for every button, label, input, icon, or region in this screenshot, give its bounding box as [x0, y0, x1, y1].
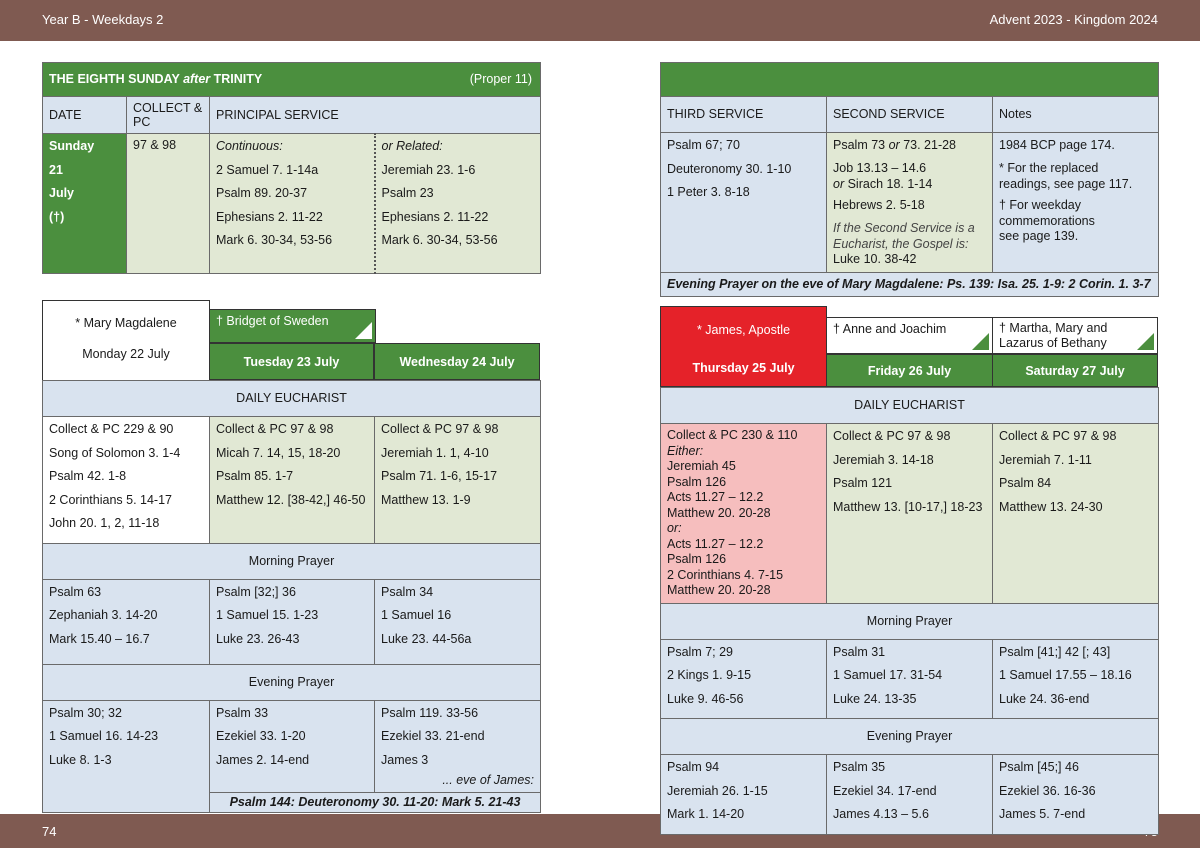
sunday-date-cell: Sunday 21 July (†)	[43, 134, 127, 274]
col-date-header: DATE	[43, 97, 127, 134]
thursday-eucharist: Collect & PC 230 & 110 Either: Jeremiah 45 Psalm 126 Acts 11.27 – 12.2 Matthew 20. 20-28 or: Acts 11.27 – 12.2 Psalm 126 2 Corinthians 4. 7-15 Matthew 20. 20-28	[661, 424, 827, 604]
notes-header: Notes	[993, 97, 1159, 133]
sunday-title-cell	[43, 63, 541, 97]
eve-of-mary-magdalene: Evening Prayer on the eve of Mary Magdalene: Ps. 139: Isa. 25. 1-9: 2 Corin. 1. 3-7	[661, 272, 1159, 296]
col-collect-header: COLLECT & PC	[127, 97, 210, 134]
tuesday-morning-prayer: Psalm [32;] 36 1 Samuel 15. 1-23 Luke 23. 26-43	[210, 579, 375, 664]
monday-eucharist: Collect & PC 229 & 90 Song of Solomon 3. 1-4 Psalm 42. 1-8 2 Corinthians 5. 14-17 John 20. 1, 2, 11-18	[43, 417, 210, 544]
second-service-header: SECOND SERVICE	[827, 97, 993, 133]
third-service-header: THIRD SERVICE	[661, 97, 827, 133]
second-service-readings: Psalm 73 or 73. 21-28 Job 13.13 – 14.6 or Sirach 18. 1-14 Hebrews 2. 5-18 If the Second Service is a Eucharist, the Gospel is: Luke 10. 38-42	[827, 133, 993, 273]
thursday-evening-prayer: Psalm 94 Jeremiah 26. 1-15 Mark 1. 14-20	[661, 755, 827, 835]
page-number-left: 74	[42, 824, 57, 839]
wednesday-evening-prayer: Psalm 119. 33-56 Ezekiel 33. 21-end James 3 ... eve of James:	[375, 700, 541, 792]
tuesday-evening-prayer: Psalm 33 Ezekiel 33. 1-20 James 2. 14-end	[210, 700, 375, 792]
thursday-header	[660, 306, 827, 387]
saturday-commemoration: † Martha, Mary and Lazarus of Bethany	[992, 317, 1158, 354]
friday-eucharist: Collect & PC 97 & 98 Jeremiah 3. 14-18 Psalm 121 Matthew 13. [10-17,] 18-23	[827, 424, 993, 604]
saturday-morning-prayer: Psalm [41;] 42 [; 43] 1 Samuel 17.55 – 18.16 Luke 24. 36-end	[993, 639, 1159, 719]
corner-triangle-icon	[355, 322, 372, 339]
monday-commemoration: * Mary Magdalene	[75, 316, 177, 330]
sunday-title-blank	[661, 63, 1159, 97]
monday-morning-prayer: Psalm 63 Zephaniah 3. 14-20 Mark 15.40 – 16.7	[43, 579, 210, 664]
daily-eucharist-header: DAILY EUCHARIST	[661, 388, 1159, 424]
corner-triangle-icon	[1137, 333, 1154, 350]
thursday-morning-prayer: Psalm 7; 29 2 Kings 1. 9-15 Luke 9. 46-56	[661, 639, 827, 719]
page-header-bar	[0, 0, 1200, 41]
evening-prayer-header: Evening Prayer	[43, 664, 541, 700]
saturday-evening-prayer: Psalm [45;] 46 Ezekiel 36. 16-36 James 5. 7-end	[993, 755, 1159, 835]
third-service-readings: Psalm 67; 70 Deuteronomy 30. 1-10 1 Peter 3. 8-18	[661, 133, 827, 273]
morning-prayer-header: Morning Prayer	[661, 603, 1159, 639]
eve-of-james-readings: Psalm 144: Deuteronomy 30. 11-20: Mark 5. 21-43	[210, 792, 541, 812]
notes-cell: 1984 BCP page 174. * For the replaced readings, see page 117. † For weekday commemorations see page 139.	[993, 133, 1159, 273]
weekday-table-thu-sat	[660, 306, 1158, 821]
morning-prayer-header: Morning Prayer	[43, 543, 541, 579]
corner-triangle-icon	[972, 333, 989, 350]
daily-eucharist-header: DAILY EUCHARIST	[43, 381, 541, 417]
monday-evening-prayer: Psalm 30; 32 1 Samuel 16. 14-23 Luke 8. 1-3	[43, 700, 210, 812]
related-readings: or Related: Jeremiah 23. 1-6 Psalm 23 Ephesians 2. 11-22 Mark 6. 30-34, 53-56	[375, 134, 541, 274]
header-left-title: Year B - Weekdays 2	[42, 12, 164, 27]
tuesday-date: Tuesday 23 July	[209, 343, 374, 380]
wednesday-eucharist: Collect & PC 97 & 98 Jeremiah 1. 1, 4-10 Psalm 71. 1-6, 15-17 Matthew 13. 1-9	[375, 417, 541, 544]
friday-commemoration: † Anne and Joachim	[826, 317, 993, 354]
friday-evening-prayer: Psalm 35 Ezekiel 34. 17-end James 4.13 – 5.6	[827, 755, 993, 835]
sunday-principal-table	[42, 62, 541, 274]
weekday-table-mon-wed	[42, 300, 540, 808]
sunday-other-services-table	[660, 62, 1159, 297]
saturday-date: Saturday 27 July	[992, 354, 1158, 387]
tuesday-eucharist: Collect & PC 97 & 98 Micah 7. 14, 15, 18-20 Psalm 85. 1-7 Matthew 12. [38-42,] 46-50	[210, 417, 375, 544]
continuous-readings: Continuous: 2 Samuel 7. 1-14a Psalm 89. 20-37 Ephesians 2. 11-22 Mark 6. 30-34, 53-56	[210, 134, 375, 274]
friday-date: Friday 26 July	[826, 354, 993, 387]
header-right-title: Advent 2023 - Kingdom 2024	[989, 12, 1158, 27]
wednesday-morning-prayer: Psalm 34 1 Samuel 16 Luke 23. 44-56a	[375, 579, 541, 664]
evening-prayer-header: Evening Prayer	[661, 719, 1159, 755]
col-principal-header: PRINCIPAL SERVICE	[210, 97, 541, 134]
saturday-eucharist: Collect & PC 97 & 98 Jeremiah 7. 1-11 Psalm 84 Matthew 13. 24-30	[993, 424, 1159, 604]
week1-readings	[42, 380, 541, 813]
eve-of-james-label: ... eve of James:	[442, 772, 535, 787]
tuesday-commemoration: † Bridget of Sweden	[209, 309, 376, 343]
sunday-title: THE EIGHTH SUNDAY after TRINITY	[49, 72, 263, 86]
sunday-collect-cell: 97 & 98	[127, 134, 210, 274]
proper-number: (Proper 11)	[469, 72, 532, 86]
thursday-date: Thursday 25 July	[692, 361, 795, 375]
week2-readings	[660, 387, 1159, 835]
wednesday-date: Wednesday 24 July	[374, 343, 540, 380]
thursday-commemoration: * James, Apostle	[696, 323, 791, 337]
monday-header	[42, 300, 210, 381]
friday-morning-prayer: Psalm 31 1 Samuel 17. 31-54 Luke 24. 13-35	[827, 639, 993, 719]
monday-date: Monday 22 July	[82, 347, 170, 361]
